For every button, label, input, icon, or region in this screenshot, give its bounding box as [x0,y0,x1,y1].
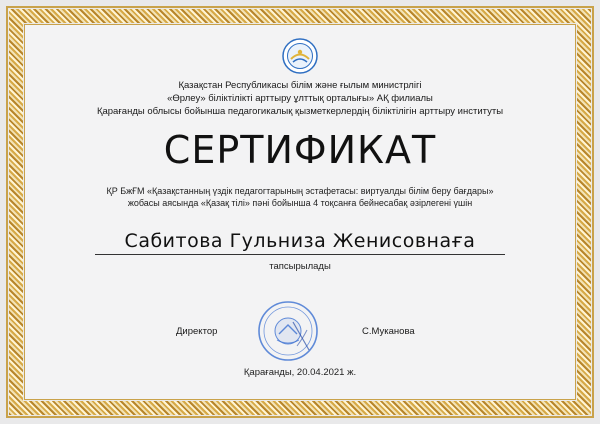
certificate-description-line2: жобасы аясында «Қазақ тілі» пәні бойынша 4 тоқсанға бейнесабақ әзірлегені үшін [127,198,473,208]
ministry-name: Қазақстан Республикасы білім және ғылым министрлігі [178,80,422,91]
certificate-title: СЕРТИФИКАТ [163,128,437,172]
place-and-date: Қарағанды, 20.04.2021 ж. [243,367,357,378]
recipient-name: Сабитова Гульниза Женисовнаға [95,230,505,255]
certificate-description-line1: ҚР БжҒМ «Қазақстанның үздік педагогтарының эстафетасы: виртуалды білім беру бағдары» [106,186,494,196]
signer-role: Директор [176,326,218,337]
signer-name: С.Муканова [362,326,415,337]
official-stamp-icon [257,300,319,362]
awarded-text: тапсырылады [269,261,331,272]
center-branch-name: «Өрлеу» біліктілікті арттыру ұлттық орталығы» АҚ филиалы [167,93,433,104]
orleu-emblem-icon [282,38,318,74]
institute-name: Қарағанды облысы бойынша педагогикалық қызметкерлердің біліктілігін арттыру институты [96,106,504,117]
